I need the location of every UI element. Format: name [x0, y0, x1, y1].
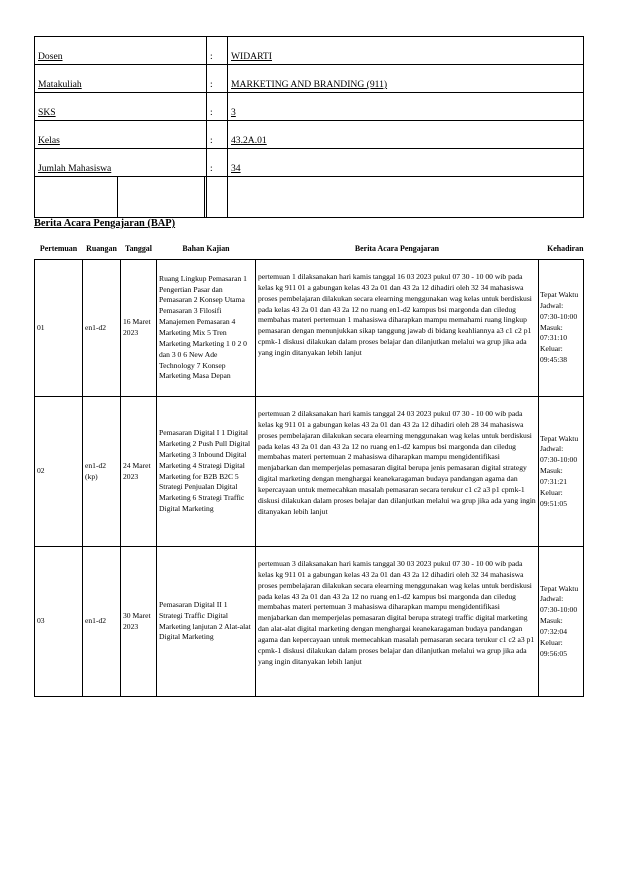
kelas-separator: : [207, 121, 228, 149]
cell-bahan-kajian: Pemasaran Digital I 1 Digital Marketing 2 Push Pull Digital Marketing 3 Inbound Digital Marketing 4 Strategi Digital Marketing for B2B B2C 5 Strategi Penjualan Digital Marketing 6 Strategi Traffic Digital Marketing [157, 397, 256, 547]
course-info-table [34, 36, 584, 218]
cell-tanggal: 24 Maret 2023 [121, 397, 157, 547]
info-row-kelas [35, 121, 584, 149]
cell-tanggal: 30 Maret 2023 [121, 547, 157, 697]
blank-cell-mid [207, 177, 228, 218]
cell-berita-acara: pertemuan 3 dilaksanakan hari kamis tanggal 30 03 2023 pukul 07 30 - 10 00 wib pada kelas kg 911 01 a gabungan kelas 43 2a 01 dan 43 2a 12 dihadiri oleh 32 34 mahasiswa proses pembelajaran dilakukan secara elearning menggunakan wag kelas untuk berdiskusi pada kelas 43 2a 01 dan 43 2a 12 no ruang en1-d2 kampus bsi margonda dan ciledug membahas materi pertemuan 3 mahasiswa diharapkan mampu mengidentifikasi menjabarkan dan memperjelas pemasaran digital berupa strategi traffic digital marketing dan alat-alat digital marketing dengan menghargai keanekaragaman budaya pandangan agama dan kepercayaan untuk memecahkan masalah pemasaran secara terukur c1 c2 a3 p1 cpmk-1 diskusi dilakukan dalam proses belajar dan dilanjutkan melalui wa grup jika ada yang ingin ditanyakan lebih lanjut [256, 547, 539, 697]
matakuliah-separator: : [207, 65, 228, 93]
cell-berita-acara: pertemuan 1 dilaksanakan hari kamis tanggal 16 03 2023 pukul 07 30 - 10 00 wib pada kelas kg 911 01 a gabungan kelas 43 2a 01 dan 43 2a 12 dihadiri oleh 32 34 mahasiswa proses pembelajaran dilakukan secara elearning menggunakan wag kelas untuk berdiskusi pada kelas 43 2a 01 dan 43 2a 12 no ruang en1-d2 kampus bsi margonda dan ciledug membahas materi pertemuan 1 mahasiswa diharapkan mampu memahami ruang lingkup pemasaran dengan menunjukkan sikap tanggung jawab di bidang keahliannya a3 c1 c2 p1 cpmk-1 diskusi dilakukan dalam proses belajar dan dilanjutkan melalui wa grup jika ada yang ingin ditanyakan lebih lanjut [256, 260, 539, 397]
cell-kehadiran: Tepat Waktu Jadwal: 07:30-10:00 Masuk: 07:31:10 Keluar: 09:45:38 [539, 260, 584, 397]
table-row [35, 260, 584, 397]
cell-kehadiran: Tepat Waktu Jadwal: 07:30-10:00 Masuk: 07:32:04 Keluar: 09:56:05 [539, 547, 584, 697]
col-ruangan: Ruangan [83, 238, 121, 260]
cell-pertemuan: 03 [35, 547, 83, 697]
sks-value: 3 [228, 93, 584, 121]
bap-section-title: Berita Acara Pengajaran (BAP) [34, 218, 176, 229]
jumlah-value: 34 [228, 149, 584, 177]
col-tanggal: Tanggal [121, 238, 157, 260]
table-row [35, 397, 584, 547]
info-row-matakuliah [35, 65, 584, 93]
blank-cell-left [35, 177, 207, 218]
info-row-blank [35, 177, 584, 218]
kelas-value: 43.2A.01 [228, 121, 584, 149]
kelas-label: Kelas [35, 121, 207, 149]
sks-label: SKS [35, 93, 207, 121]
cell-berita-acara: pertemuan 2 dilaksanakan hari kamis tanggal 24 03 2023 pukul 07 30 - 10 00 wib pada kelas kg 911 01 a gabungan kelas 43 2a 01 dan 43 2a 12 dihadiri oleh 28 34 mahasiswa proses pembelajaran dilakukan secara elearning menggunakan wag kelas untuk berdiskusi pada kelas 43 2a 01 dan 43 2a 12 no ruang en1-d2 kampus bsi margonda dan ciledug membahas materi pertemuan 2 mahasiswa diharapkan mampu mengidentifikasi menjabarkan dan memperjelas pemasaran digital berupa jenis pemasaran digital strategy digital marketing dengan menghargai keanekaragaman budaya pandangan agama dan kepercayaan untuk memecahkan masalah pemasaran secara terukur c1 c2 a3 p1 cpmk-1 diskusi dilakukan dalam proses belajar dan dilanjutkan melalui wa grup jika ada yang ingin ditanyakan lebih lanjut [256, 397, 539, 547]
col-kehadiran: Kehadiran [539, 238, 584, 260]
cell-pertemuan: 01 [35, 260, 83, 397]
jumlah-label: Jumlah Mahasiswa [35, 149, 207, 177]
cell-kehadiran: Tepat Waktu Jadwal: 07:30-10:00 Masuk: 07:31:21 Keluar: 09:51:05 [539, 397, 584, 547]
info-row-dosen [35, 37, 584, 65]
table-row [35, 547, 584, 697]
info-row-sks [35, 93, 584, 121]
dosen-value: WIDARTI [228, 37, 584, 65]
cell-bahan-kajian: Pemasaran Digital II 1 Strategi Traffic Digital Marketing lanjutan 2 Alat-alat Digital Marketing [157, 547, 256, 697]
col-pertemuan: Pertemuan [35, 238, 83, 260]
dosen-label: Dosen [35, 37, 207, 65]
cell-ruangan: en1-d2 (kp) [83, 397, 121, 547]
cell-ruangan: en1-d2 [83, 547, 121, 697]
info-row-jumlah [35, 149, 584, 177]
cell-bahan-kajian: Ruang Lingkup Pemasaran 1 Pengertian Pasar dan Pemasaran 2 Konsep Utama Pemasaran 3 Filosifi Manajemen Pemasaran 4 Marketing Mix 5 Tren Marketing Marketing 1 0 2 0 dan 3 0 6 New Ade Technology 7 Konsep Marketing Masa Depan [157, 260, 256, 397]
jumlah-separator: : [207, 149, 228, 177]
cell-tanggal: 16 Maret 2023 [121, 260, 157, 397]
matakuliah-label: Matakuliah [35, 65, 207, 93]
cell-pertemuan: 02 [35, 397, 83, 547]
bap-header-row [35, 238, 584, 260]
bap-table [34, 238, 584, 697]
col-berita-acara: Berita Acara Pengajaran [256, 238, 539, 260]
blank-cell-divider [117, 177, 205, 217]
blank-cell-right [228, 177, 584, 218]
cell-ruangan: en1-d2 [83, 260, 121, 397]
matakuliah-value: MARKETING AND BRANDING (911) [228, 65, 584, 93]
dosen-separator: : [207, 37, 228, 65]
col-bahan-kajian: Bahan Kajian [157, 238, 256, 260]
sks-separator: : [207, 93, 228, 121]
